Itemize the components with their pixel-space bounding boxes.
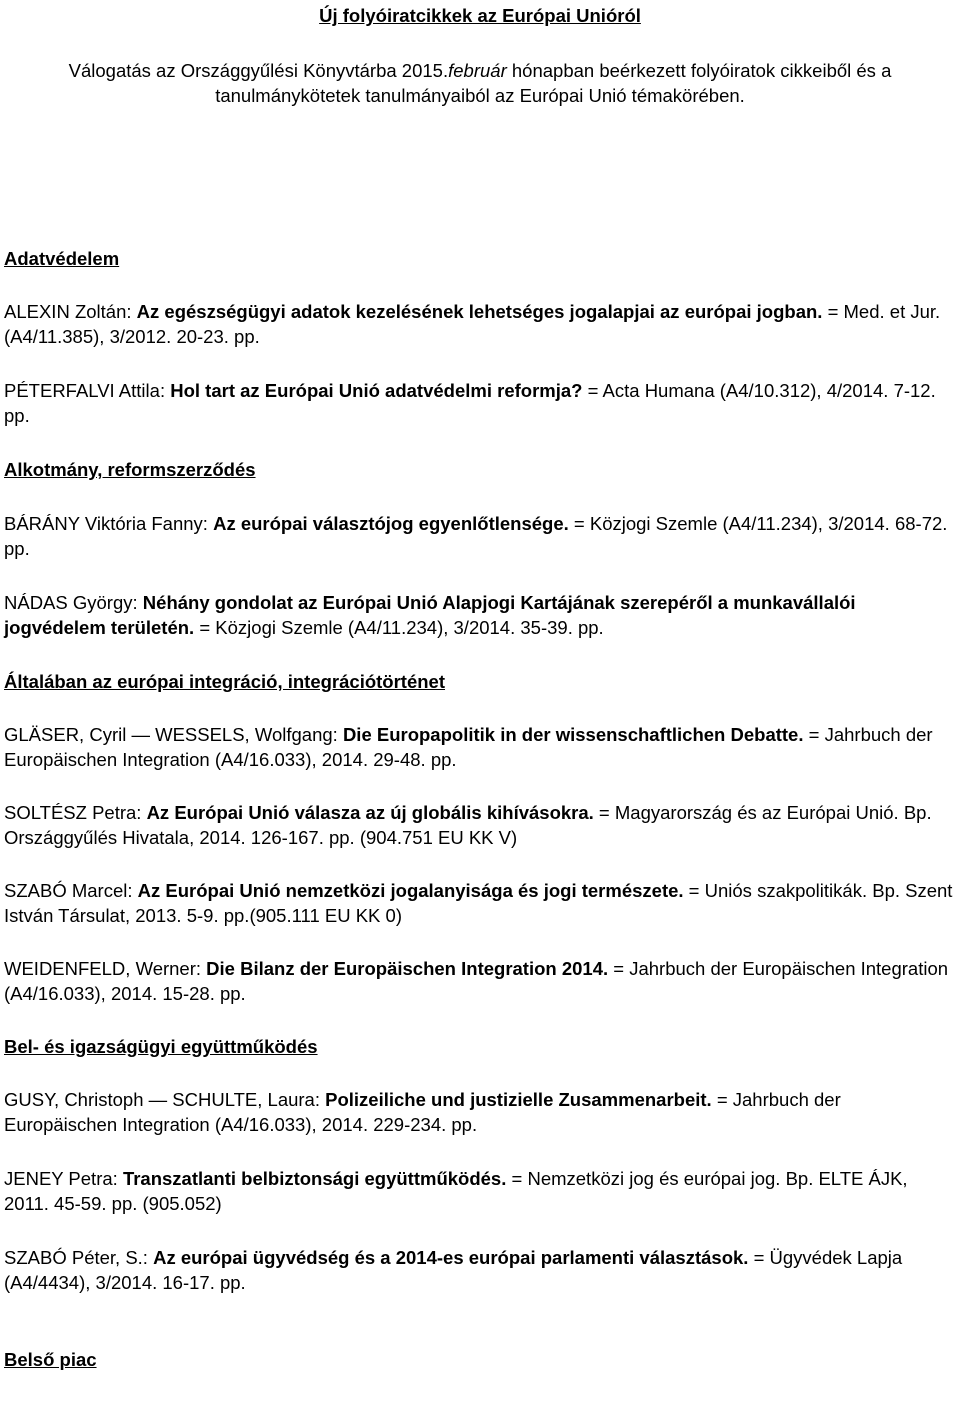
intro-text-1: Válogatás az Országgyűlési Könyvtárba 2015. — [68, 60, 449, 81]
entry-source: = Jahrbuch der Europäischen Integration (A4/16.033), 2014. 15-28. pp. — [4, 958, 949, 1004]
document-title: Új folyóiratcikkek az Európai Unióról — [319, 5, 641, 26]
entry-author: SZABÓ Marcel: — [4, 880, 138, 901]
section-heading-belso-piac: Belső piac — [4, 1349, 97, 1370]
bibliography-entry — [4, 299, 956, 349]
entry-title: Transzatlanti belbiztonsági együttműködés. — [122, 1168, 507, 1189]
entry-source: = Jahrbuch der Europäischen Integration (A4/16.033), 2014. 29-48. pp. — [4, 724, 933, 770]
entry-author: SZABÓ Péter, S.: — [4, 1247, 154, 1268]
entry-source: = Magyarország és az Európai Unió. Bp. Országgyűlés Hivatala, 2014. 126-167. pp. (904.751 EU KK V) — [4, 802, 932, 848]
entry-author: WEIDENFELD, Werner: — [4, 958, 207, 979]
entry-title: Az Európai Unió nemzetközi jogalanyisága és jogi természete. — [137, 880, 684, 901]
bibliography-entry — [4, 722, 956, 772]
entry-author: ALEXIN Zoltán: — [4, 301, 137, 322]
entry-author: NÁDAS György: — [4, 592, 143, 613]
entry-title: Az Európai Unió válasza az új globális kihívásokra. — [146, 802, 594, 823]
bibliography-entry — [4, 378, 956, 428]
entry-source: = Med. et Jur. (A4/11.385), 3/2012. 20-23. pp. — [4, 301, 941, 347]
entry-author: JENEY Petra: — [4, 1168, 123, 1189]
entry-author: SOLTÉSZ Petra: — [4, 802, 147, 823]
entry-source: = Nemzetközi jog és európai jog. Bp. ELTE ÁJK, 2011. 45-59. pp. (905.052) — [4, 1168, 908, 1214]
section-heading-adatvedelem: Adatvédelem — [4, 248, 120, 269]
entry-title: Az európai választójog egyenlőtlensége. — [213, 513, 569, 534]
bibliography-entry — [4, 1166, 956, 1216]
document-page — [4, 0, 956, 1372]
entry-title: Die Bilanz der Europäischen Integration 2014. — [206, 958, 609, 979]
entry-title: Die Europapolitik in der wissenschaftlichen Debatte. — [342, 724, 804, 745]
entry-author: GLÄSER, Cyril — WESSELS, Wolfgang: — [4, 724, 343, 745]
intro-text-2: hónapban beérkezett folyóiratok cikkeiből és a tanulmánykötetek tanulmányaiból az Európai Unió témakörében. — [215, 60, 892, 106]
entry-source: = Közjogi Szemle (A4/11.234), 3/2014. 35-39. pp. — [194, 617, 604, 638]
entry-title: Polizeiliche und justizielle Zusammenarbeit. — [325, 1089, 712, 1110]
bibliography-entry — [4, 800, 956, 850]
entry-source: = Jahrbuch der Europäischen Integration (A4/16.033), 2014. 229-234. pp. — [4, 1089, 841, 1135]
entry-title: Az európai ügyvédség és a 2014-es európai parlamenti választások. — [153, 1247, 749, 1268]
intro-paragraph — [4, 58, 956, 108]
entry-source: = Acta Humana (A4/10.312), 4/2014. 7-12. pp. — [4, 380, 936, 426]
entry-source: = Uniós szakpolitikák. Bp. Szent István Társulat, 2013. 5-9. pp.(905.111 EU KK 0) — [4, 880, 953, 926]
entry-author: PÉTERFALVI Attila: — [4, 380, 171, 401]
bibliography-entry — [4, 1087, 956, 1137]
entry-source: = Ügyvédek Lapja (A4/4434), 3/2014. 16-17. pp. — [4, 1247, 903, 1293]
entry-title: Az egészségügyi adatok kezelésének lehetséges jogalapjai az európai jogban. — [136, 301, 823, 322]
entry-title: Hol tart az Európai Unió adatvédelmi reformja? — [170, 380, 583, 401]
entry-author: BÁRÁNY Viktória Fanny: — [4, 513, 214, 534]
entry-author: GUSY, Christoph — SCHULTE, Laura: — [4, 1089, 326, 1110]
intro-month: február — [448, 60, 507, 81]
bibliography-entry — [4, 956, 956, 1006]
bibliography-entry — [4, 511, 956, 561]
section-heading-alkotmany: Alkotmány, reformszerződés — [4, 459, 256, 480]
bibliography-entry — [4, 590, 956, 640]
entry-title: Néhány gondolat az Európai Unió Alapjogi Kartájának szerepéről a munkavállalói jogvédelem területén. — [4, 592, 856, 638]
section-heading-integracio: Általában az európai integráció, integrációtörténet — [4, 671, 446, 692]
section-heading-bel-igazsagugy: Bel- és igazságügyi együttműködés — [4, 1036, 318, 1057]
entry-source: = Közjogi Szemle (A4/11.234), 3/2014. 68-72. pp. — [4, 513, 948, 559]
bibliography-entry — [4, 1245, 956, 1295]
bibliography-entry — [4, 878, 956, 928]
